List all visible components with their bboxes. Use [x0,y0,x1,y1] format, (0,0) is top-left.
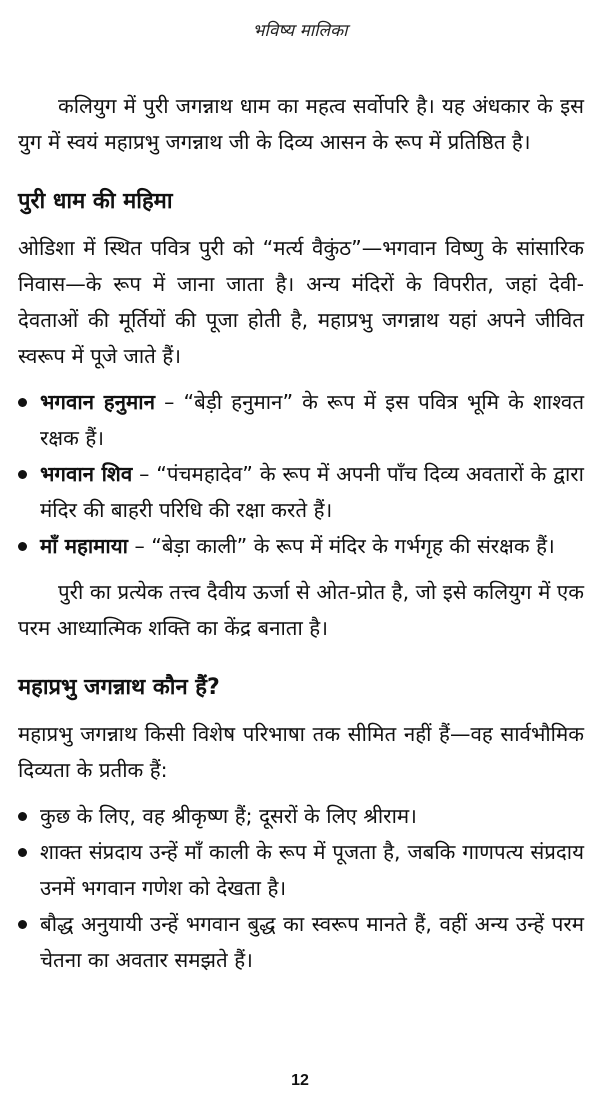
page-content [18,88,584,978]
forms-list [18,798,584,978]
page-number: 12 [291,1072,309,1089]
list-item-text: शाक्त संप्रदाय उन्हें माँ काली के रूप में पूजता है, जबकि गाणपत्य संप्रदाय उनमें भगवान गणेश को देखता है। [40,840,584,900]
list-item [18,798,584,834]
section-heading-who-is-jagannath: महाप्रभु जगन्नाथ कौन हैं? [18,675,220,700]
list-item-term: माँ महामाया [40,534,128,558]
list-item-term: भगवान हनुमान [40,390,155,414]
list-item-text: कुछ के लिए, वह श्रीकृष्ण हैं; दूसरों के लिए श्रीराम। [40,804,417,828]
bullet-dot-icon [18,542,27,551]
puri-dham-paragraph: ओडिशा में स्थित पवित्र पुरी को “मर्त्य वैकुंठ”—भगवान विष्णु के सांसारिक निवास—के रूप में जाना जाता है। अन्य मंदिरों के विपरीत, जहां देवी-देवताओं की मूर्तियों की पूजा होती है, महाप्रभु जगन्नाथ यहां अपने जीवित स्वरूप में पूजे जाते हैं। [18,236,584,368]
puri-closing-paragraph: पुरी का प्रत्येक तत्त्व दैवीय ऊर्जा से ओत-प्रोत है, जो इसे कलियुग में एक परम आध्यात्मिक शक्ति का केंद्र बनाता है। [18,580,584,640]
list-item [18,834,584,906]
running-header: भविष्य मालिका [252,21,348,41]
bullet-dot-icon [18,920,27,929]
list-item-text: बौद्ध अनुयायी उन्हें भगवान बुद्ध का स्वरूप मानते हैं, वहीं अन्य उन्हें परम चेतना का अवतार समझते हैं। [40,912,584,972]
bullet-dot-icon [18,812,27,821]
list-item [18,384,584,456]
guardians-list [18,384,584,564]
section-heading-puri-dham: पुरी धाम की महिमा [18,189,173,214]
jagannath-paragraph: महाप्रभु जगन्नाथ किसी विशेष परिभाषा तक सीमित नहीं हैं—वह सार्वभौमिक दिव्यता के प्रतीक हैं: [18,722,584,782]
list-item [18,528,584,564]
bullet-dot-icon [18,848,27,857]
list-item [18,906,584,978]
intro-paragraph: कलियुग में पुरी जगन्नाथ धाम का महत्व सर्वोपरि है। यह अंधकार के इस युग में स्वयं महाप्रभु जगन्नाथ जी के दिव्य आसन के रूप में प्रतिष्ठित है। [18,94,584,154]
list-item [18,456,584,528]
bullet-dot-icon [18,470,27,479]
list-item-text: – “पंचमहादेव” के रूप में अपनी पाँच दिव्य अवतारों के द्वारा मंदिर की बाहरी परिधि की रक्षा करते हैं। [40,462,584,522]
list-item-term: भगवान शिव [40,462,133,486]
list-item-text: – “बेड़ी हनुमान” के रूप में इस पवित्र भूमि के शाश्वत रक्षक हैं। [40,390,584,450]
bullet-dot-icon [18,398,27,407]
list-item-text: – “बेड़ा काली” के रूप में मंदिर के गर्भगृह की संरक्षक हैं। [127,534,555,558]
